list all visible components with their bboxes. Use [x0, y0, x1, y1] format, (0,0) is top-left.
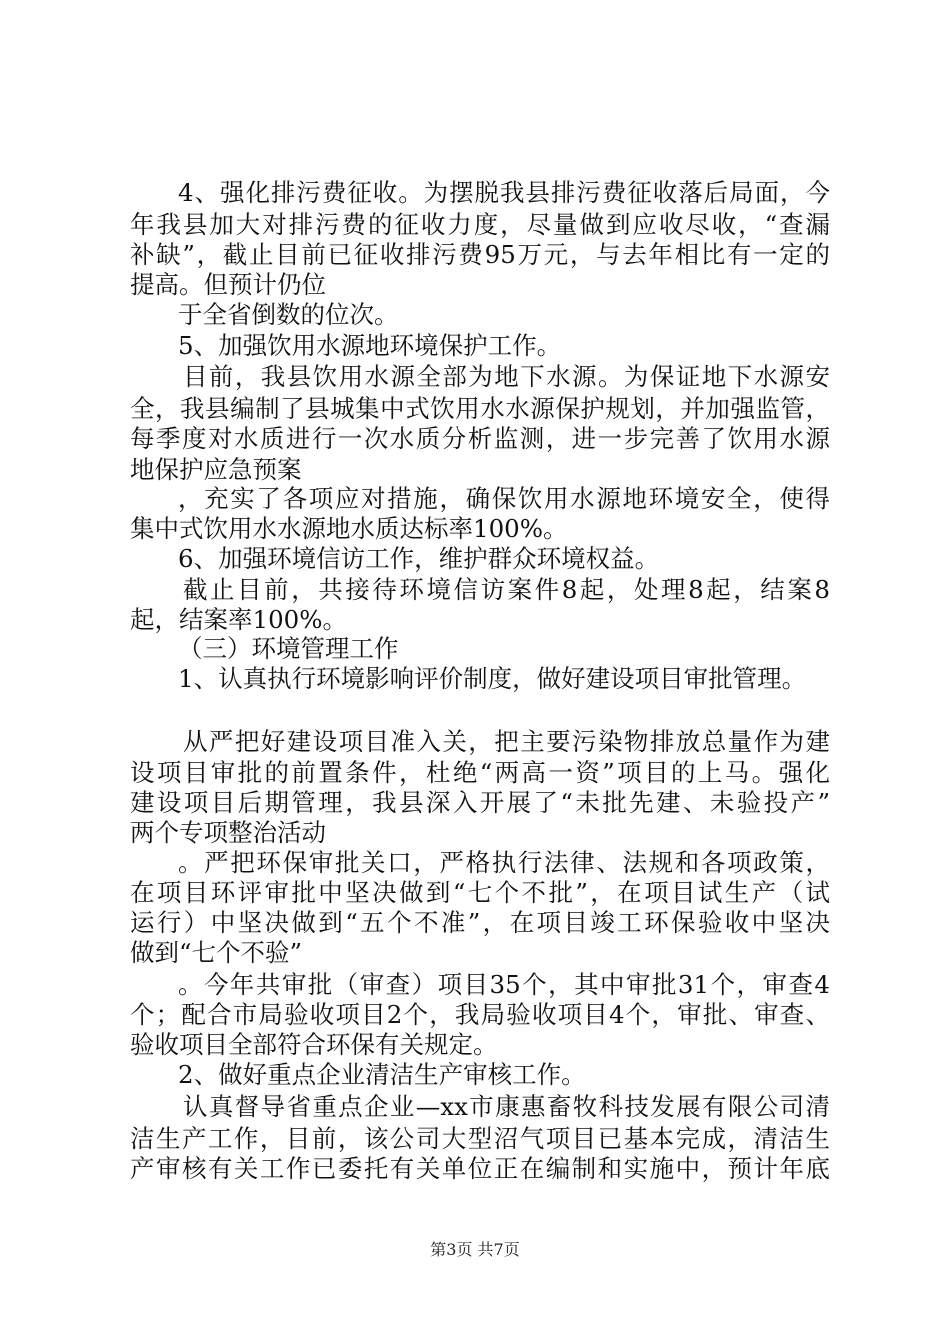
paragraph-line: 截止目前，共接待环境信访案件8起，处理8起，结案8 — [183, 575, 830, 604]
paragraph-line: 于全省倒数的位次。 — [178, 300, 399, 329]
paragraph-line: 个；配合市局验收项目2个，我局验收项目4个，审批、审查、 — [130, 1000, 830, 1029]
section-heading: 6、加强环境信访工作，维护群众环境权益。 — [178, 544, 660, 573]
paragraph-line: 。严把环保审批关口，严格执行法律、法规和各项政策， — [178, 848, 830, 877]
paragraph-line: 起，结案率100%。 — [130, 605, 348, 634]
section-heading: 5、加强饮用水源地环境保护工作。 — [178, 331, 562, 360]
paragraph-line: 认真督导省重点企业—xx市康惠畜牧科技发展有限公司清 — [183, 1092, 830, 1121]
paragraph-line: 洁生产工作，目前，该公司大型沼气项目已基本完成，清洁生 — [130, 1124, 830, 1153]
paragraph-line: 集中式饮用水水源地水质达标率100%。 — [130, 514, 568, 543]
paragraph-line: 在项目环评审批中坚决做到“七个不批”，在项目试生产（试 — [130, 878, 830, 907]
section-heading: 1、认真执行环境影响评价制度，做好建设项目审批管理。 — [178, 664, 807, 693]
paragraph-line: 验收项目全部符合环保有关规定。 — [130, 1030, 498, 1059]
paragraph-line: 建设项目后期管理，我县深入开展了“未批先建、未验投产” — [130, 788, 830, 817]
section-heading: 2、做好重点企业清洁生产审核工作。 — [178, 1060, 586, 1089]
paragraph-line: 每季度对水质进行一次水质分析监测，进一步完善了饮用水源 — [130, 424, 830, 453]
paragraph-line: 产审核有关工作已委托有关单位正在编制和实施中，预计年底 — [130, 1154, 830, 1183]
paragraph-line: 运行）中坚决做到“五个不准”，在项目竣工环保验收中坚决 — [130, 908, 830, 937]
paragraph-line: 目前，我县饮用水源全部为地下水源。为保证地下水源安 — [183, 362, 830, 391]
paragraph-line: 地保护应急预案 — [130, 455, 302, 484]
paragraph-line: 提高。但预计仍位 — [130, 270, 326, 299]
paragraph-line: 年我县加大对排污费的征收力度，尽量做到应收尽收，“查漏 — [130, 210, 830, 239]
page-footer: 第3页 共7页 — [430, 1240, 520, 1259]
paragraph-line: 全，我县编制了县城集中式饮用水水源保护规划，并加强监管， — [130, 394, 830, 423]
paragraph-line: 。今年共审批（审查）项目35个，其中审批31个，审查4 — [178, 970, 830, 999]
paragraph-line: 设项目审批的前置条件，杜绝“两高一资”项目的上马。强化 — [130, 758, 830, 787]
paragraph-line: 补缺”，截止目前已征收排污费95万元，与去年相比有一定的 — [130, 240, 830, 269]
paragraph-line: ，充实了各项应对措施，确保饮用水源地环境安全，使得 — [178, 484, 830, 513]
paragraph-line: 从严把好建设项目准入关，把主要污染物排放总量作为建 — [183, 727, 830, 756]
paragraph-line: 两个专项整治活动 — [130, 818, 326, 847]
paragraph-line: 4、强化排污费征收。为摆脱我县排污费征收落后局面，今 — [178, 178, 830, 207]
section-heading: （三）环境管理工作 — [178, 634, 399, 663]
paragraph-line: 做到“七个不验” — [130, 938, 303, 967]
